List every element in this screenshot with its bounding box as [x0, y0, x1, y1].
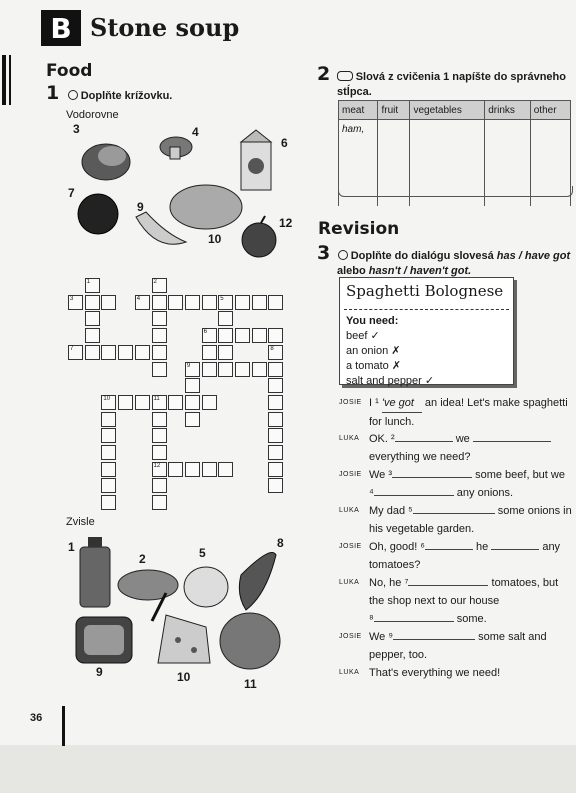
mushroom-image: [160, 137, 192, 159]
line-text: any onions.: [453, 487, 514, 499]
crossword-number: 6: [203, 329, 207, 336]
crossword-cell[interactable]: [101, 478, 116, 493]
onion-image: [184, 567, 228, 607]
crossword-cell[interactable]: [202, 462, 217, 477]
crossword-cell[interactable]: [152, 428, 167, 443]
crossword-cell[interactable]: [168, 295, 183, 310]
recipe-item: beef ✓: [346, 330, 380, 342]
crossword-cell[interactable]: [118, 345, 133, 360]
page-number: 36: [30, 712, 43, 724]
line-text: any: [539, 541, 561, 553]
line-text: tomatoes?: [369, 559, 421, 571]
across-label: Vodorovne: [66, 109, 119, 121]
label-down-5: 5: [199, 546, 206, 560]
crossword-cell[interactable]: [135, 395, 150, 410]
exercise-3-number: 3: [317, 242, 331, 264]
line-text: That's everything we need!: [369, 667, 501, 679]
audio-icon: [68, 90, 78, 100]
exercise-3-verbs-2: hasn't / haven't got.: [368, 265, 472, 277]
answer-blank-6[interactable]: [425, 549, 473, 550]
crossword-cell[interactable]: [268, 295, 283, 310]
recipe-divider: [344, 303, 509, 310]
crossword-cell[interactable]: [152, 328, 167, 343]
crossword-cell[interactable]: [135, 345, 150, 360]
line-text: an idea! Let's make spaghetti: [421, 397, 568, 409]
crossword-number: 3: [70, 295, 74, 302]
crossword-cell[interactable]: [152, 445, 167, 460]
crossword-cell[interactable]: [202, 295, 217, 310]
crossword-cell[interactable]: [202, 362, 217, 377]
table-bottom: [338, 186, 573, 197]
crossword-cell[interactable]: [185, 395, 200, 410]
recipe-title: Spaghetti Bolognese: [346, 282, 504, 300]
crossword-number: 10: [103, 395, 111, 402]
label-12: 12: [279, 216, 293, 230]
answer-blank-5[interactable]: [413, 513, 495, 514]
crossword-cell[interactable]: [268, 445, 283, 460]
line-text: I ¹: [369, 397, 382, 409]
speaker: LUKA: [339, 435, 360, 442]
bread-loaf-image: [82, 144, 130, 180]
crossword-cell[interactable]: [101, 445, 116, 460]
exercise-1-instruction: Doplňte krížovku.: [80, 90, 173, 102]
speaker: JOSIE: [339, 399, 362, 406]
label-down-9: 9: [96, 665, 103, 679]
line-text: some.: [453, 613, 487, 625]
line-text: ⁴: [369, 487, 374, 499]
crossword-cell[interactable]: [152, 412, 167, 427]
answer-blank-8[interactable]: [374, 621, 454, 622]
speaker: JOSIE: [339, 633, 362, 640]
unit-title: Stone soup: [90, 13, 240, 42]
crossword-cell[interactable]: [85, 345, 100, 360]
apple-image: [242, 216, 276, 257]
label-10: 10: [208, 232, 222, 246]
crossword-cell[interactable]: [152, 295, 167, 310]
exercise-2-instruction-2: stĺpca.: [337, 86, 372, 98]
crossword-cell[interactable]: [268, 462, 283, 477]
crossword-cell[interactable]: [85, 311, 100, 326]
page-bar: [62, 706, 65, 746]
crossword-cell[interactable]: [268, 478, 283, 493]
line-text: OK. ²: [369, 433, 395, 445]
answer-blank-1[interactable]: 've got: [382, 394, 422, 413]
line-text: everything we need?: [369, 451, 471, 463]
crossword-cell[interactable]: [252, 328, 267, 343]
crossword-number: 1: [86, 279, 91, 285]
oil-bottle-image: [80, 537, 110, 607]
food-heading: Food: [46, 61, 93, 81]
example-answer: ham,: [342, 124, 365, 135]
crossword-cell[interactable]: [152, 311, 167, 326]
crossword-cell[interactable]: [118, 395, 133, 410]
line-text: We ⁹: [369, 631, 394, 643]
crossword-cell[interactable]: [268, 328, 283, 343]
line-text: some beef, but we: [472, 469, 565, 481]
recipe-item: salt and pepper ✓: [346, 375, 435, 387]
line-text: tomatoes, but: [488, 577, 559, 589]
crossword-cell[interactable]: [152, 478, 167, 493]
speaker: JOSIE: [339, 543, 362, 550]
recipe-card: [339, 277, 514, 385]
line-text: No, he ⁷: [369, 577, 409, 589]
orange-image: [78, 194, 118, 234]
crossword-cell[interactable]: [235, 328, 250, 343]
sausage-image: [239, 553, 276, 611]
label-9: 9: [137, 200, 144, 214]
crossword-cell[interactable]: [185, 295, 200, 310]
crossword-cell[interactable]: [252, 362, 267, 377]
crossword-cell[interactable]: [218, 462, 233, 477]
crossword-cell[interactable]: [85, 295, 100, 310]
col-drinks: drinks: [485, 101, 531, 120]
speaker: LUKA: [339, 579, 360, 586]
answer-blank-2[interactable]: [395, 441, 453, 442]
crossword-cell[interactable]: [218, 345, 233, 360]
crossword-cell[interactable]: [168, 462, 183, 477]
crossword-cell[interactable]: [101, 428, 116, 443]
exercise-3-header: [317, 242, 572, 279]
crossword-number: 4: [136, 295, 141, 302]
speaker: LUKA: [339, 507, 360, 514]
col-fruit: fruit: [378, 101, 410, 120]
crossword-cell[interactable]: [268, 412, 283, 427]
crossword-cell[interactable]: [252, 295, 267, 310]
recipe-item: a tomato ✗: [346, 360, 402, 372]
crossword-number: 8: [270, 345, 274, 352]
line-text: for lunch.: [369, 416, 415, 428]
answer-blank-4[interactable]: [374, 495, 454, 496]
recipe-need: You need:: [346, 315, 399, 327]
bottom-margin: [0, 745, 576, 793]
label-3: 3: [73, 122, 80, 136]
crossword-cell[interactable]: [185, 412, 200, 427]
crossword-cell[interactable]: [101, 462, 116, 477]
cheese-image: [158, 615, 210, 663]
label-down-11: 11: [244, 677, 257, 691]
crossword-number: 2: [153, 279, 157, 285]
line-text: the shop next to our house: [369, 595, 500, 607]
crossword-cell[interactable]: [218, 328, 233, 343]
section-badge: B: [41, 10, 81, 46]
crossword-cell[interactable]: [152, 345, 167, 360]
down-food-illustrations: [66, 535, 296, 685]
down-label: Zvisle: [66, 516, 95, 528]
line-text: My dad ⁵: [369, 505, 413, 517]
recipe-item: an onion ✗: [346, 345, 401, 357]
crossword-number: 11: [153, 395, 160, 402]
crossword-cell[interactable]: [85, 328, 100, 343]
line-text: he: [472, 541, 492, 553]
crossword-cell[interactable]: [185, 378, 200, 393]
margin-bar-thin: [9, 55, 11, 105]
across-food-illustrations: [66, 122, 296, 262]
exercise-3-verbs-1: has / have got: [496, 250, 571, 262]
crossword-cell[interactable]: [101, 295, 116, 310]
exercise-2-header: [317, 63, 567, 100]
crossword-number: 5: [220, 295, 224, 302]
label-down-1: 1: [68, 540, 75, 554]
exercise-1-header: [46, 82, 172, 104]
bread-slices-image: [76, 617, 132, 663]
crossword-cell[interactable]: [268, 378, 283, 393]
answer-blank-7[interactable]: [408, 585, 488, 586]
line-text: We ³: [369, 469, 393, 481]
crossword-cell[interactable]: [235, 295, 250, 310]
crossword-cell[interactable]: [168, 395, 183, 410]
crossword-cell[interactable]: [202, 395, 217, 410]
exercise-2-number: 2: [317, 63, 331, 85]
exercise-3-instruction-2: alebo: [337, 265, 369, 277]
crossword-cell[interactable]: [101, 495, 116, 510]
line-text: we: [452, 433, 473, 445]
crossword-cell[interactable]: [101, 345, 116, 360]
crossword-cell[interactable]: [202, 345, 217, 360]
crossword-cell[interactable]: [101, 412, 116, 427]
answer-blank-9[interactable]: [393, 639, 475, 640]
crossword-cell[interactable]: [218, 362, 233, 377]
crossword-cell[interactable]: [218, 311, 233, 326]
line-text: some salt and: [475, 631, 547, 643]
margin-bar: [2, 55, 6, 105]
milk-carton-image: [241, 130, 271, 190]
label-down-2: 2: [139, 552, 146, 566]
crossword-number: 12: [153, 462, 161, 469]
audio-icon-2: [338, 250, 348, 260]
crossword-cell[interactable]: [152, 362, 167, 377]
crossword-number: 7: [70, 345, 74, 352]
line-text: his vegetable garden.: [369, 523, 475, 535]
answer-blank-3[interactable]: [392, 477, 472, 478]
label-7: 7: [68, 186, 75, 200]
crossword-cell[interactable]: [152, 495, 167, 510]
crossword-number: 9: [186, 362, 191, 369]
revision-heading: Revision: [318, 219, 400, 239]
label-down-8: 8: [277, 536, 284, 550]
line-text: pepper, too.: [369, 649, 428, 661]
col-other: other: [530, 101, 570, 120]
exercise-3-instruction-1: Doplňte do dialógu slovesá: [350, 250, 497, 262]
crossword-cell[interactable]: [268, 395, 283, 410]
label-6: 6: [281, 136, 288, 150]
exercise-2-instruction-1: Slová z cvičenia 1 napíšte do správneho: [355, 71, 566, 83]
crossword-cell[interactable]: [235, 362, 250, 377]
exercise-1-number: 1: [46, 82, 60, 104]
speaker: JOSIE: [339, 471, 362, 478]
label-down-10: 10: [177, 670, 191, 684]
line-text: ⁸: [369, 613, 374, 625]
cd-icon: [337, 71, 353, 81]
crossword-cell[interactable]: [268, 428, 283, 443]
chicken-image: [170, 185, 242, 229]
col-meat: meat: [339, 101, 378, 120]
cabbage-image: [220, 613, 280, 669]
speaker: LUKA: [339, 669, 360, 676]
answer-blank-6b[interactable]: [491, 549, 539, 550]
crossword-cell[interactable]: [268, 362, 283, 377]
col-vegetables: vegetables: [410, 101, 485, 120]
crossword-cell[interactable]: [185, 462, 200, 477]
line-text: Oh, good! ⁶: [369, 541, 425, 553]
label-4: 4: [192, 125, 199, 139]
line-text: some onions in: [494, 505, 572, 517]
answer-blank-2b[interactable]: [473, 441, 551, 442]
pizza-image: [118, 570, 178, 621]
